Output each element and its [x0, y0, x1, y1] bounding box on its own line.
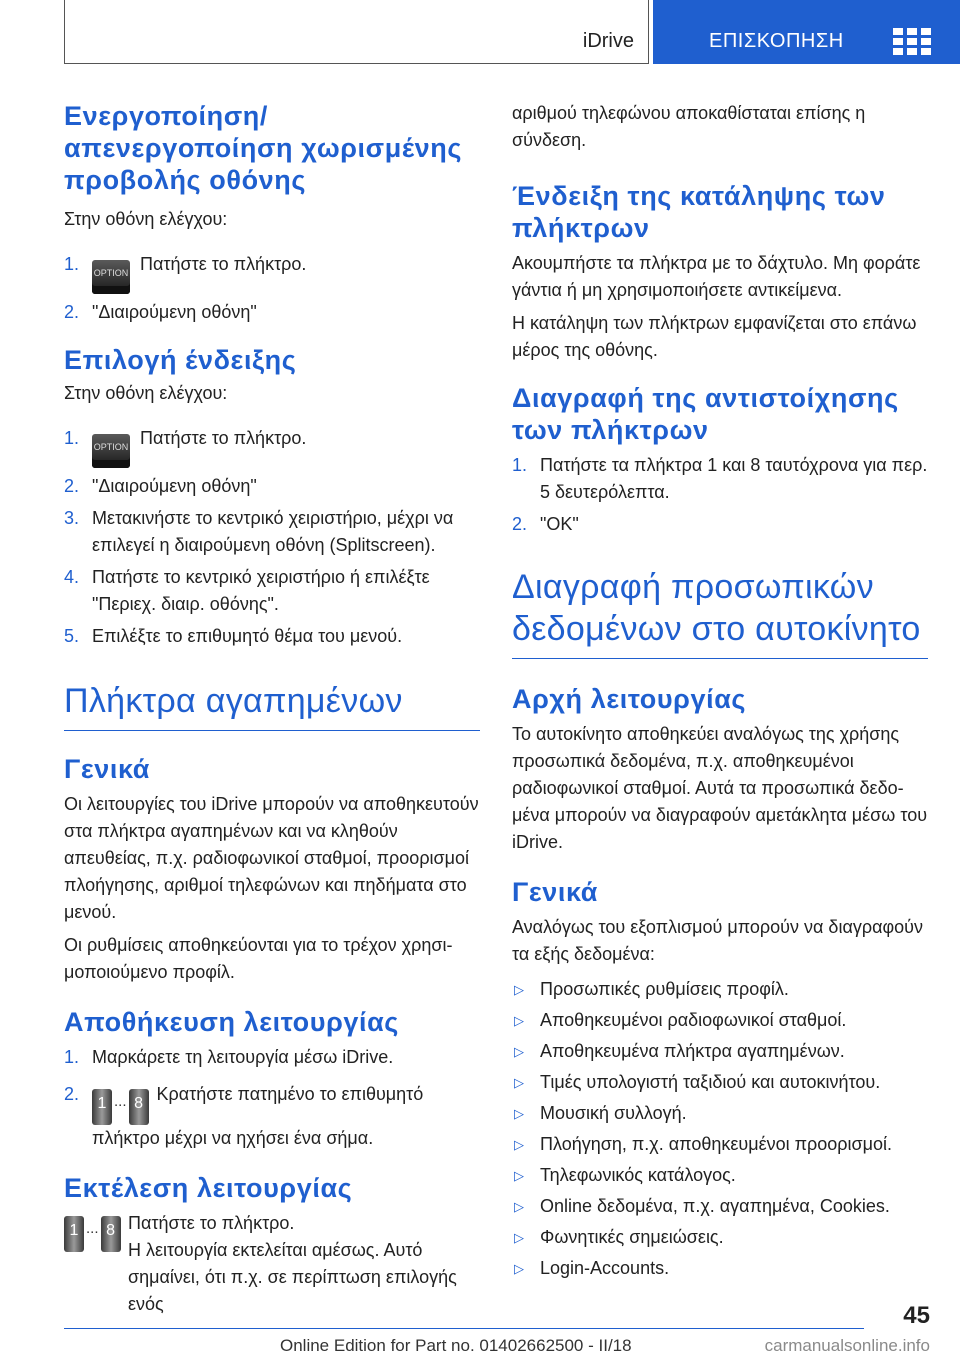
split-step-1: 1. OPTION Πατήστε το πλήκτρο. — [64, 251, 480, 294]
triangle-bullet-icon: ▷ — [514, 982, 524, 997]
deletable-data-list — [512, 976, 928, 1282]
general-title-right: Γενικά — [512, 877, 598, 907]
section-label: iDrive — [582, 30, 634, 52]
list-item: ▷ Φωνητικές σημειώσεις. — [512, 1224, 928, 1251]
display-select-title: Επιλογή ένδειξης — [64, 345, 297, 375]
run-paragraph-1: Πατήστε το πλήκτρο. — [128, 1213, 295, 1233]
right-column — [512, 100, 928, 1286]
save-step-1: 1. Μαρκάρετε τη λειτουργία μέσω iDrive. — [64, 1047, 394, 1067]
continued-paragraph: αριθμού τηλεφώνου αποκαθίσταται επίσης η σύνδεση. — [512, 103, 866, 150]
display-intro: Στην οθόνη ελέγχου: — [64, 383, 228, 403]
personal-data-rule — [512, 658, 928, 659]
favorite-keys-icon: 1 ... 8 — [64, 1214, 121, 1252]
delete-step-1: 1. Πατήστε τα πλήκτρα 1 και 8 ταυτόχρονα για περ. 5 δευτερόλεπτα. — [512, 455, 928, 502]
option-button-icon: OPTION — [92, 434, 130, 468]
general-title: Γενικά — [64, 754, 150, 784]
left-column — [64, 100, 480, 1318]
list-item: ▷ Μουσική συλλογή. — [512, 1100, 928, 1127]
triangle-bullet-icon: ▷ — [514, 1199, 524, 1214]
principle-paragraph: Το αυτοκίνητο αποθηκεύει αναλόγως της χρήσης προσωπικά δεδομένα, π.χ. αποθηκευμένοι ραδιοφωνικοί σταθμοί. Αυτά τα προσωπικά δεδομένα μπορούν να διαγραφούν αμετάκλητα μέσω του iDrive. — [512, 724, 928, 852]
general-paragraph-right: Αναλόγως του εξοπλισμού μπορούν να διαγραφούν τα εξής δεδομένα: — [512, 917, 924, 964]
grid-icon — [893, 28, 931, 54]
run-function-block — [64, 1210, 480, 1318]
chapter-label: ΕΠΙΣΚΟΠΗΣΗ — [709, 30, 844, 52]
delete-step-2: 2. "OK" — [512, 514, 579, 534]
save-step-2: 2. 1 ... 8 Κρατήστε πατημένο το επιθυμητό πλήκτρο μέχρι να ηχήσει ένα σήμα. — [64, 1081, 480, 1152]
run-function-title: Εκτέλεση λειτουργίας — [64, 1173, 353, 1203]
save-function-title: Αποθήκευση λειτουργίας — [64, 1007, 399, 1037]
split-screen-title: Ενεργοποίηση/απενεργοποίηση χωρισμένης προβολής οθόνης — [64, 101, 462, 195]
general-paragraph-1: Οι λειτουργίες του iDrive μπορούν να αποθηκευτούν στα πλήκτρα αγαπημένων και να κληθούν απευθείας, π.χ. ραδιοφωνικοί σταθμοί, προορισμοί πλοήγησης, αριθμοί τηλεφώνων και πηδήματα στο μενού. — [64, 794, 479, 922]
edition-footer: Online Edition for Part no. 01402662500 - II/18 — [280, 1336, 632, 1355]
display-step-2: 2. "Διαιρούμενη οθόνη" — [64, 476, 257, 496]
touch-paragraph-2: Η κατάληψη των πλήκτρων εμφανίζεται στο επάνω μέρος της οθόνης. — [512, 313, 917, 360]
triangle-bullet-icon: ▷ — [514, 1013, 524, 1028]
list-item: ▷ Online δεδομένα, π.χ. αγαπημένα, Cookies. — [512, 1193, 928, 1220]
list-item: ▷ Login-Accounts. — [512, 1255, 928, 1282]
favorites-rule — [64, 730, 480, 731]
personal-data-heading: Διαγραφή προσωπικών δεδομένων στο αυτοκίνητο — [512, 568, 921, 648]
triangle-bullet-icon: ▷ — [514, 1137, 524, 1152]
triangle-bullet-icon: ▷ — [514, 1230, 524, 1245]
principle-title: Αρχή λειτουργίας — [512, 684, 747, 714]
favorites-heading: Πλήκτρα αγαπημένων — [64, 682, 403, 720]
display-step-5: 5. Επιλέξτε το επιθυμητό θέμα του μενού. — [64, 626, 403, 646]
run-paragraph-2: Η λειτουργία εκτελείται αμέσως. Αυτό σημαίνει, ότι π.χ. σε περίπτωση επιλογής ενός — [128, 1240, 457, 1314]
split-intro: Στην οθόνη ελέγχου: — [64, 209, 228, 229]
display-step-3: 3. Μετακινήστε το κεντρικό χειριστήριο, μέχρι να επιλεγεί η διαιρούμενη οθόνη (Splitscreen). — [64, 508, 454, 555]
triangle-bullet-icon: ▷ — [514, 1075, 524, 1090]
watermark: carmanualsonline.info — [764, 1336, 930, 1355]
general-paragraph-2: Οι ρυθμίσεις αποθηκεύονται για το τρέχον χρησιμοποιούμενο προφίλ. — [64, 935, 453, 982]
list-item: ▷ Αποθηκευμένοι ραδιοφωνικοί σταθμοί. — [512, 1007, 928, 1034]
list-item: ▷ Αποθηκευμένα πλήκτρα αγαπημένων. — [512, 1038, 928, 1065]
list-item: ▷ Προσωπικές ρυθμίσεις προφίλ. — [512, 976, 928, 1003]
touch-paragraph-1: Ακουμπήστε τα πλήκτρα με το δάχτυλο. Μη φοράτε γάντια ή μη χρησιμοποιήσετε αντικείμενα. — [512, 253, 921, 300]
triangle-bullet-icon: ▷ — [514, 1106, 524, 1121]
list-item: ▷ Πλοήγηση, π.χ. αποθηκευμένοι προορισμοί. — [512, 1131, 928, 1158]
list-item: ▷ Τηλεφωνικός κατάλογος. — [512, 1162, 928, 1189]
triangle-bullet-icon: ▷ — [514, 1168, 524, 1183]
display-step-4: 4. Πατήστε το κεντρικό χειριστήριο ή επιλέξτε "Περιεχ. διαιρ. οθόνης". — [64, 567, 430, 614]
display-step-1: 1. OPTION Πατήστε το πλήκτρο. — [64, 425, 480, 468]
header-chapter-box — [653, 0, 960, 64]
triangle-bullet-icon: ▷ — [514, 1044, 524, 1059]
favorite-keys-icon: 1 ... 8 — [92, 1081, 149, 1125]
option-button-icon: OPTION — [92, 260, 130, 294]
list-item: ▷ Τιμές υπολογιστή ταξιδιού και αυτοκινήτου. — [512, 1069, 928, 1096]
page-number: 45 — [903, 1302, 930, 1329]
header-section-box — [64, 0, 649, 64]
triangle-bullet-icon: ▷ — [514, 1261, 524, 1276]
key-occupancy-title: Ένδειξη της κατάληψης των πλήκτρων — [512, 181, 886, 243]
delete-assignment-title: Διαγραφή της αντιστοίχησης των πλήκτρων — [512, 383, 899, 445]
footer-rule — [64, 1328, 864, 1329]
split-step-2: 2. "Διαιρούμενη οθόνη" — [64, 302, 257, 322]
